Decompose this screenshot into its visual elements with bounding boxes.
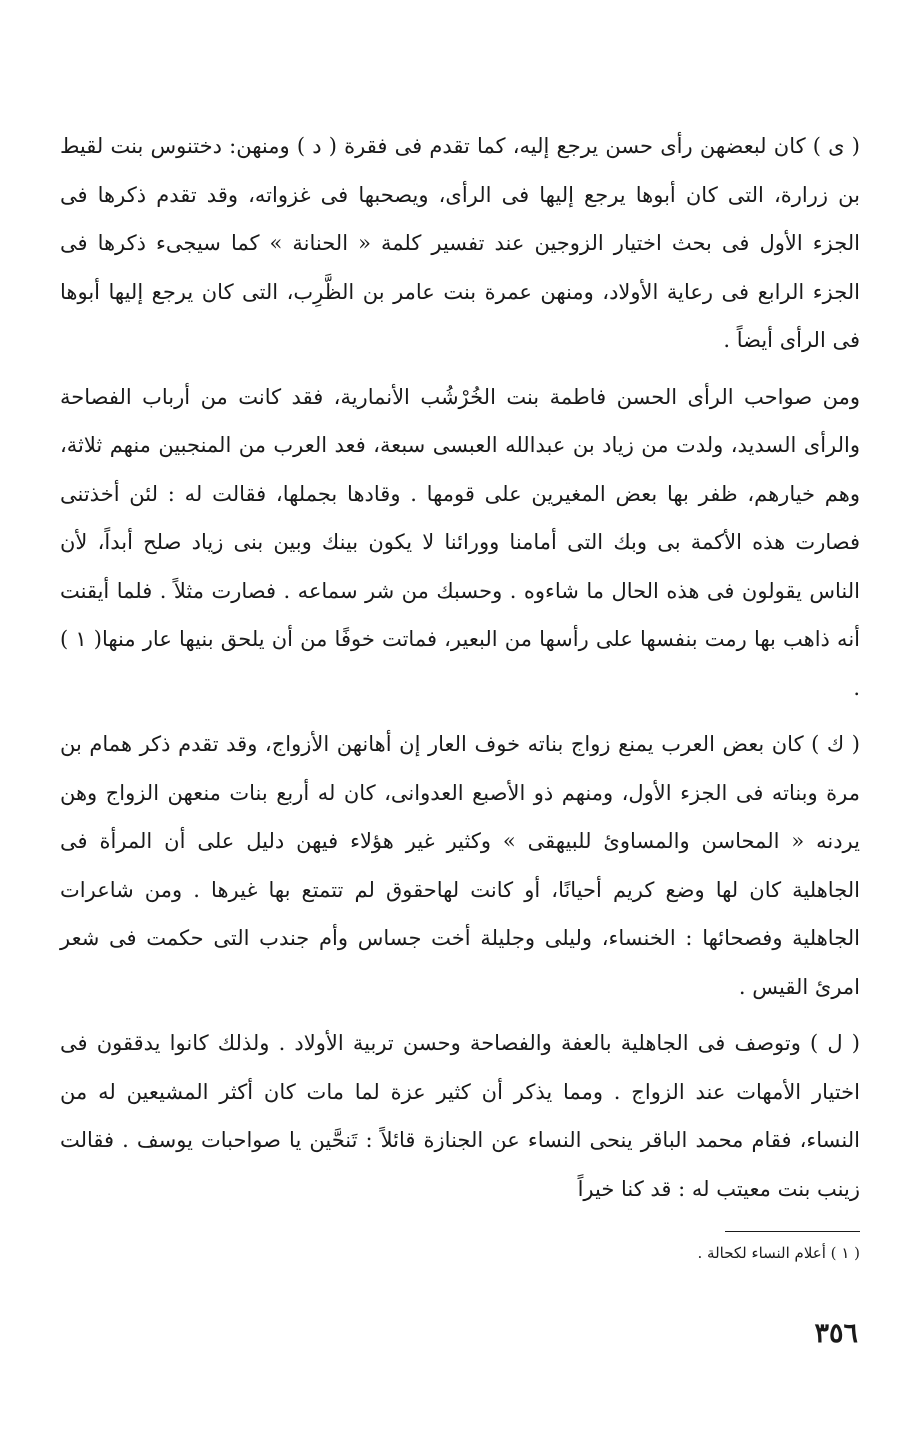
paragraph-kaf: ( ك ) كان بعض العرب يمنع زواج بناته خوف العار إن أهانهن الأزواج، وقد تقدم ذكر همام بن مرة وبناته فى الجزء الأول، ومنهم ذو الأصبع العدوانى، كان له أربع بنات منعهن الزواج وهن يردنه « المحاسن والمساوئ للبيهقى » وكثير غير هؤلاء فيهن دليل على أن المرأة فى الجاهلية كان لها وضع كريم أحيانًا، أو كانت لهاحقوق لم تتمتع بها غيرها . ومن شاعرات الجاهلية وفصحائها : الخنساء، وليلى وجليلة أخت جساس وأم جندب التى حكمت فى شعر امرئ القيس . bbox=[60, 732, 860, 999]
footnote: ( ١ ) أعلام النساء لكحالة . bbox=[697, 1244, 860, 1262]
paragraph-fatima: ومن صواحب الرأى الحسن فاطمة بنت الخُرْشُب الأنمارية، فقد كانت من أرباب الفصاحة والرأى السديد، ولدت من زياد بن عبدالله العبسى سبعة، فعد العرب من المنجبين منهم ثلاثة، وهم خيارهم، ظفر بها بعض المغيرين على قومها . وقادها بجملها، فقالت له : لئن أخذتنى فصارت هذه الأكمة بى وبك التى أمامنا وورائنا لا يكون بينك وبين بنى زياد صلح أبداً، لأن الناس يقولون فى هذه الحال ما شاءوه . وحسبك من شر سماعه . فصارت مثلاً . فلما أيقنت أنه ذاهب بها رمت بنفسها على رأسها من البعير، فماتت خوفًا من أن يلحق بنيها عار منها( ١ ) . bbox=[60, 384, 860, 700]
paragraph-lam: ( ل ) وتوصف فى الجاهلية بالعفة والفصاحة وحسن تربية الأولاد . ولذلك كانوا يدققون فى اختيار الأمهات عند الزواج . ومما يذكر أن كثير عزة لما مات كان أكثر المشيعين له من النساء، فقام محمد الباقر ينحى النساء عن الجنازة قائلاً : تَنحَّين يا صواحبات يوسف . فقالت زينب بنت معيتب له : قد كنا خيراً bbox=[60, 1031, 860, 1201]
page-number: ٣٥٦ bbox=[814, 1318, 858, 1349]
page-body bbox=[60, 122, 860, 1402]
paragraph-ya: ( ى ) كان لبعضهن رأى حسن يرجع إليه، كما تقدم فى فقرة ( د ) ومنهن: دختنوس بنت لقيط بن زرارة، التى كان أبوها يرجع إليها فى الرأى، ويصحبها فى غزواته، وقد تقدم ذكرها فى الجزء الأول فى بحث اختيار الزوجين عند تفسير كلمة « الحنانة » كما سيجىء ذكرها فى الجزء الرابع فى رعاية الأولاد، ومنهن عمرة بنت عامر بن الظَّرِب، التى كان يرجع إليها أبوها فى الرأى أيضاً . bbox=[60, 134, 860, 352]
footnote-divider bbox=[725, 1231, 860, 1232]
